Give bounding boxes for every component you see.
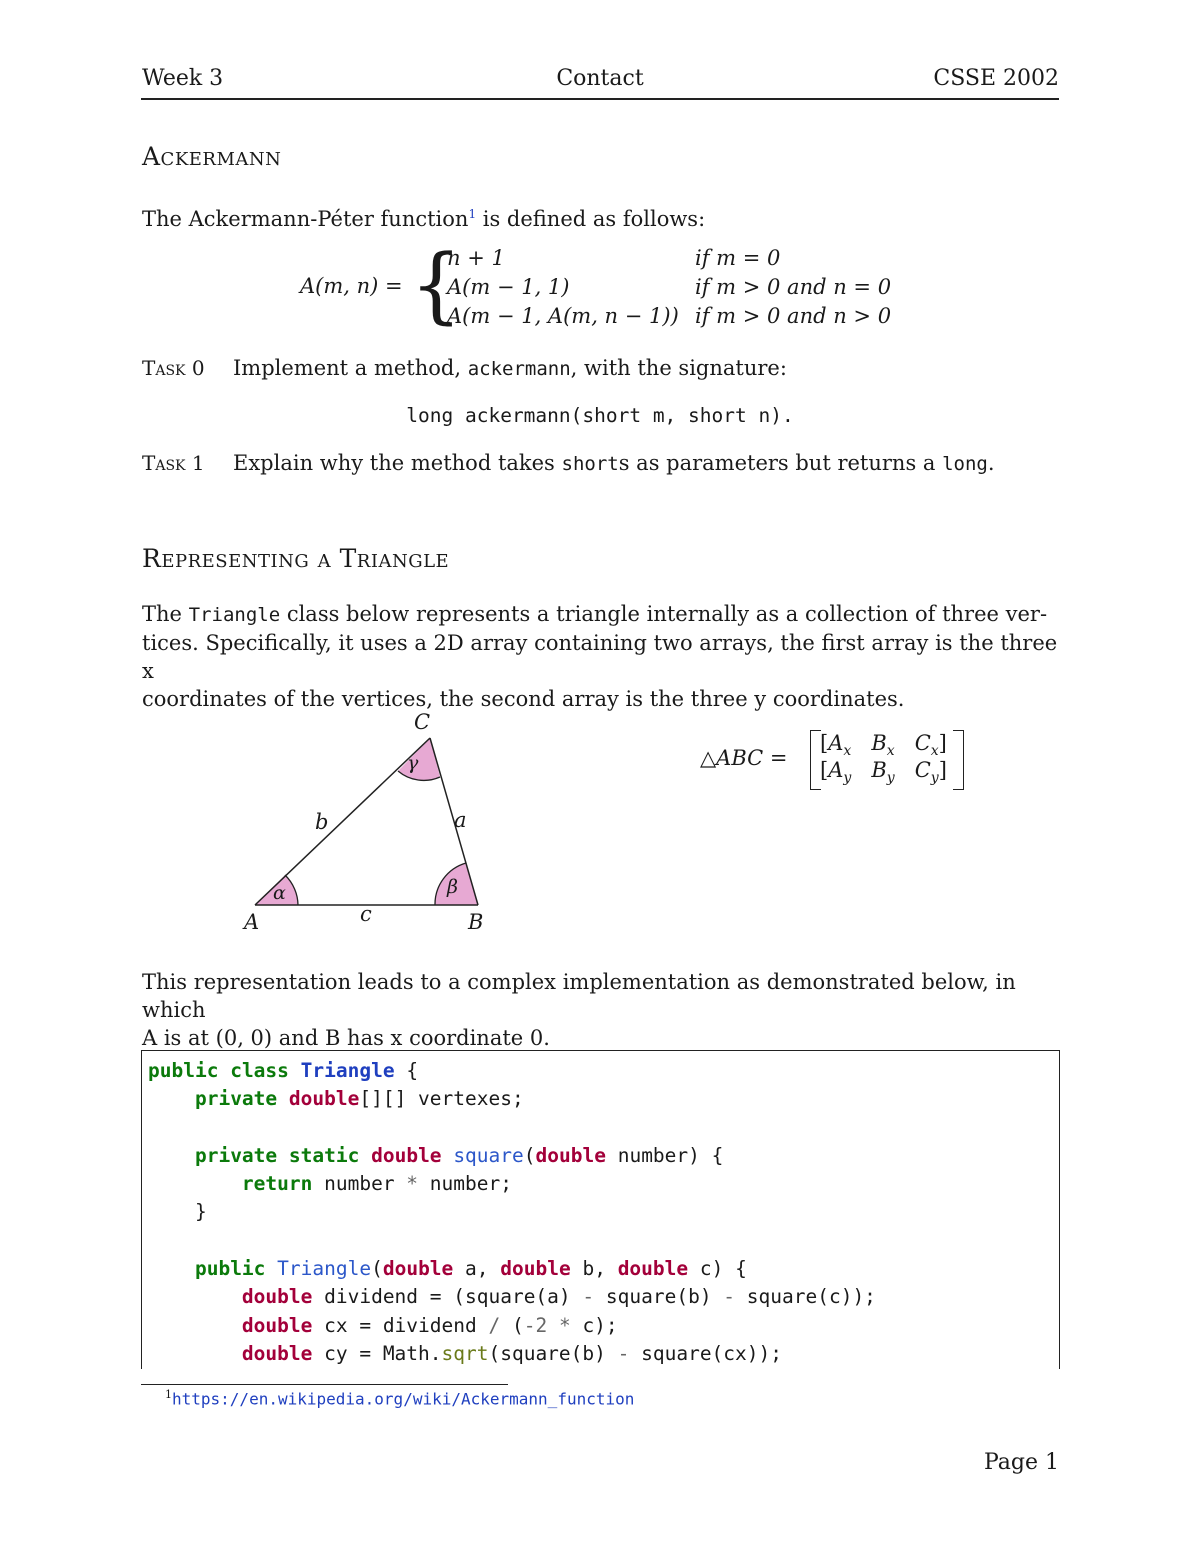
case-cond-2: if m > 0 and n = 0 [695, 275, 892, 299]
page-number: Page 1 [983, 1450, 1059, 1475]
header-title: Contact [556, 66, 644, 91]
angle-beta-label: β [447, 876, 458, 898]
header-week: Week 3 [142, 66, 224, 91]
task0-label: Task 0 [142, 356, 205, 380]
intro-text-end: is defined as follows: [476, 207, 706, 231]
footnote-link[interactable]: https://en.wikipedia.org/wiki/Ackermann_function [172, 1389, 635, 1409]
side-a-label: a [454, 808, 467, 832]
case-cond-3: if m > 0 and n > 0 [695, 304, 892, 328]
vertex-a-label: A [244, 910, 260, 934]
matrix-right-bracket [953, 730, 964, 790]
triangle-paragraph: The Triangle class below represents a triangle internally as a collection of three ver- tices. Specifically, it uses a 2D array containing two arrays, the first array is the three x coordinates of the vertices, the second array is the three y coordinates. [142, 602, 1058, 711]
angle-gamma-label: γ [407, 752, 419, 774]
equation-brace: { [410, 238, 463, 333]
intro-paragraph [142, 200, 705, 233]
case-cond-1: if m = 0 [695, 246, 781, 270]
footnote-ref[interactable]: 1 [468, 207, 477, 221]
task1-text: Explain why the method takes shorts as parameters but returns a long. [233, 451, 995, 475]
matrix-row-2: [$A_y$ $B_y$ $C_y$] [820, 758, 947, 787]
equation-lhs: A(m, n) = [300, 274, 403, 298]
side-b-label: b [315, 810, 329, 834]
code-text: public class Triangle { private double[][] vertexes; private static double square(double number) { return number * number; } public Triangle(double a, double b, double c) { double dividend = (square(a) - square(b) - square(c)); double cx = dividend / (-2 * c); double cy = Math.sqrt(square(b) - square(cx)); [148, 1059, 876, 1365]
intro-text: The Ackermann-Péter function [142, 207, 469, 231]
header-rule [141, 98, 1059, 100]
method-signature: long ackermann(short m, short n). [406, 404, 794, 427]
header-course: CSSE 2002 [933, 66, 1059, 91]
angle-alpha-label: α [273, 882, 286, 904]
footnote-rule [141, 1384, 508, 1385]
footnote: $^1$https://en.wikipedia.org/wiki/Ackermann_function [165, 1388, 635, 1409]
side-b-line [255, 738, 430, 905]
matrix-row-1: [$A_x$ $B_x$ $C_x$] [820, 731, 947, 760]
case-expr-2: A(m − 1, 1) [447, 275, 570, 299]
matrix-lhs: △ABC = [700, 746, 788, 770]
task0-text: Implement a method, ackermann, with the signature: [233, 356, 787, 380]
vertex-b-label: B [468, 910, 484, 934]
side-c-label: c [360, 902, 372, 926]
code-listing [141, 1050, 1060, 1369]
implementation-paragraph: This representation leads to a complex implementation as demonstrated below, in which A is at (0, 0) and B has x coordinate 0. [142, 970, 1016, 1050]
case-expr-3: A(m − 1, A(m, n − 1)) [447, 304, 679, 328]
case-expr-1: n + 1 [447, 246, 505, 270]
section-title-triangle: Representing a Triangle [142, 544, 450, 573]
task1-label: Task 1 [142, 451, 205, 475]
vertex-c-label: C [414, 710, 431, 734]
section-title-ackermann: Ackermann [142, 142, 282, 171]
angle-gamma-fill [398, 738, 440, 780]
